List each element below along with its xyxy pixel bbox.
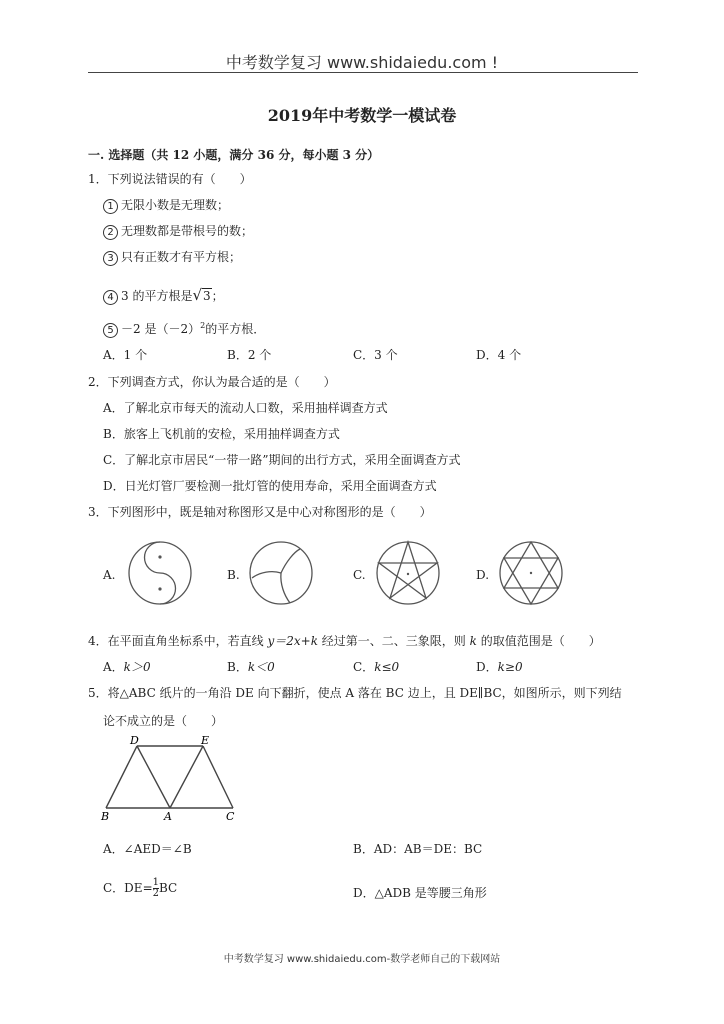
option-expr: k＞0 [123,660,151,674]
q1-item-2 [103,222,253,240]
q4-stem-text: 经过第一、二、三象限，则 [317,634,470,648]
q3-label-b: B. [227,568,240,582]
q1-item-3 [103,248,241,266]
q1-item-text: 的平方根． [205,322,266,336]
option-label: C． [353,660,375,674]
point-label-d: D [130,734,139,747]
circled-number: 1 [103,199,118,214]
option-expr: k＜0 [247,660,275,674]
q1-item-text: 无理数都是带根号的数； [121,224,254,238]
q5-stem-line2: 论不成立的是（ ） [103,714,224,728]
point-label-e: E [201,734,210,747]
q1-item-text: ； [211,289,224,303]
q1-item-1 [103,196,229,214]
q4-option-a [103,658,151,675]
pentagram-figure [375,540,441,606]
q4-variable: k [469,634,477,648]
q5-option-c [103,878,177,899]
q1-option-a: A．1 个 [103,348,148,362]
q5-option-a: A．∠AED＝∠B [103,842,192,856]
q1-option-c: C．3 个 [353,348,398,362]
q1-option-b: B．2 个 [227,348,272,362]
sqrt-symbol: √ [192,286,203,304]
q2-option-c: C．了解北京市居民“一带一路”期间的出行方式，采用全面调查方式 [103,453,461,467]
q2-option-a: A．了解北京市每天的流动人口数，采用抽样调查方式 [103,401,388,415]
q4-stem-text: 的取值范围是（ ） [476,634,601,648]
point-label-c: C [226,810,235,823]
q1-item-text: 无限小数是无理数； [121,198,230,212]
q5-option-d: D．△ADB 是等腰三角形 [353,886,487,900]
circled-number: 4 [103,290,118,305]
option-expr: k≤0 [374,660,400,674]
q4-option-d [476,658,523,675]
q4-stem [88,632,601,649]
q4-option-b [227,658,275,675]
point-label-a: A [164,810,172,823]
option-expr: k≥0 [497,660,523,674]
option-label: B． [227,660,248,674]
option-label: D． [476,660,498,674]
q2-stem: 2．下列调查方式，你认为最合适的是（ ） [88,375,336,389]
circled-number: 3 [103,251,118,266]
option-label: A． [103,660,124,674]
page-footer: 中考数学复习 www.shidaiedu.com-数学老师自己的下载网站 [223,954,501,965]
superscript: 2 [200,321,206,330]
header-rule [88,72,638,73]
triskelion-figure [248,540,314,606]
q1-item-text: 3 的平方根是 [121,289,193,303]
sqrt-radicand: 3 [203,289,211,303]
q2-option-b: B．旅客上飞机前的安检，采用抽样调查方式 [103,427,340,441]
circled-number: 5 [103,323,118,338]
q4-equation: y＝2x+k [267,634,318,648]
page-header: 中考数学复习 www.shidaiedu.com ! [225,53,499,72]
q3-label-a: A. [103,568,116,582]
q1-item-5 [103,320,265,338]
option-text: C．DE= [103,881,153,895]
yin-yang-figure [127,540,193,606]
q4-stem-text: 4．在平面直角坐标系中，若直线 [88,634,268,648]
fraction-denominator: 2 [152,888,159,899]
q1-item-text: －2 是（－2） [121,322,201,336]
option-text: BC [159,881,178,895]
fraction-numerator: 1 [152,877,159,888]
point-label-b: B [101,810,110,823]
q1-item-text: 只有正数才有平方根； [121,250,242,264]
q5-stem-line1: 5．将△ABC 纸片的一角沿 DE 向下翻折，使点 A 落在 BC 边上，且 DE∥BC，如图所示，则下列结 [88,686,622,700]
q3-label-d: D. [476,568,490,582]
q5-triangle-figure [100,732,245,824]
q1-item-4 [103,286,224,305]
q5-option-b: B．AD：AB＝DE：BC [353,842,483,856]
q1-stem: 1．下列说法错误的有（ ） [88,172,252,186]
hexagram-figure [498,540,564,606]
q3-label-c: C. [353,568,366,582]
q2-option-d: D．日光灯管厂要检测一批灯管的使用寿命，采用全面调查方式 [103,479,437,493]
q1-option-d: D．4 个 [476,348,522,362]
q4-option-c [353,658,399,675]
section-heading: 一. 选择题（共 12 小题，满分 36 分，每小题 3 分） [88,148,380,162]
q3-stem: 3．下列图形中，既是轴对称图形又是中心对称图形的是（ ） [88,505,432,519]
page-title: 2019年中考数学一模试卷 [267,106,457,125]
circled-number: 2 [103,225,118,240]
